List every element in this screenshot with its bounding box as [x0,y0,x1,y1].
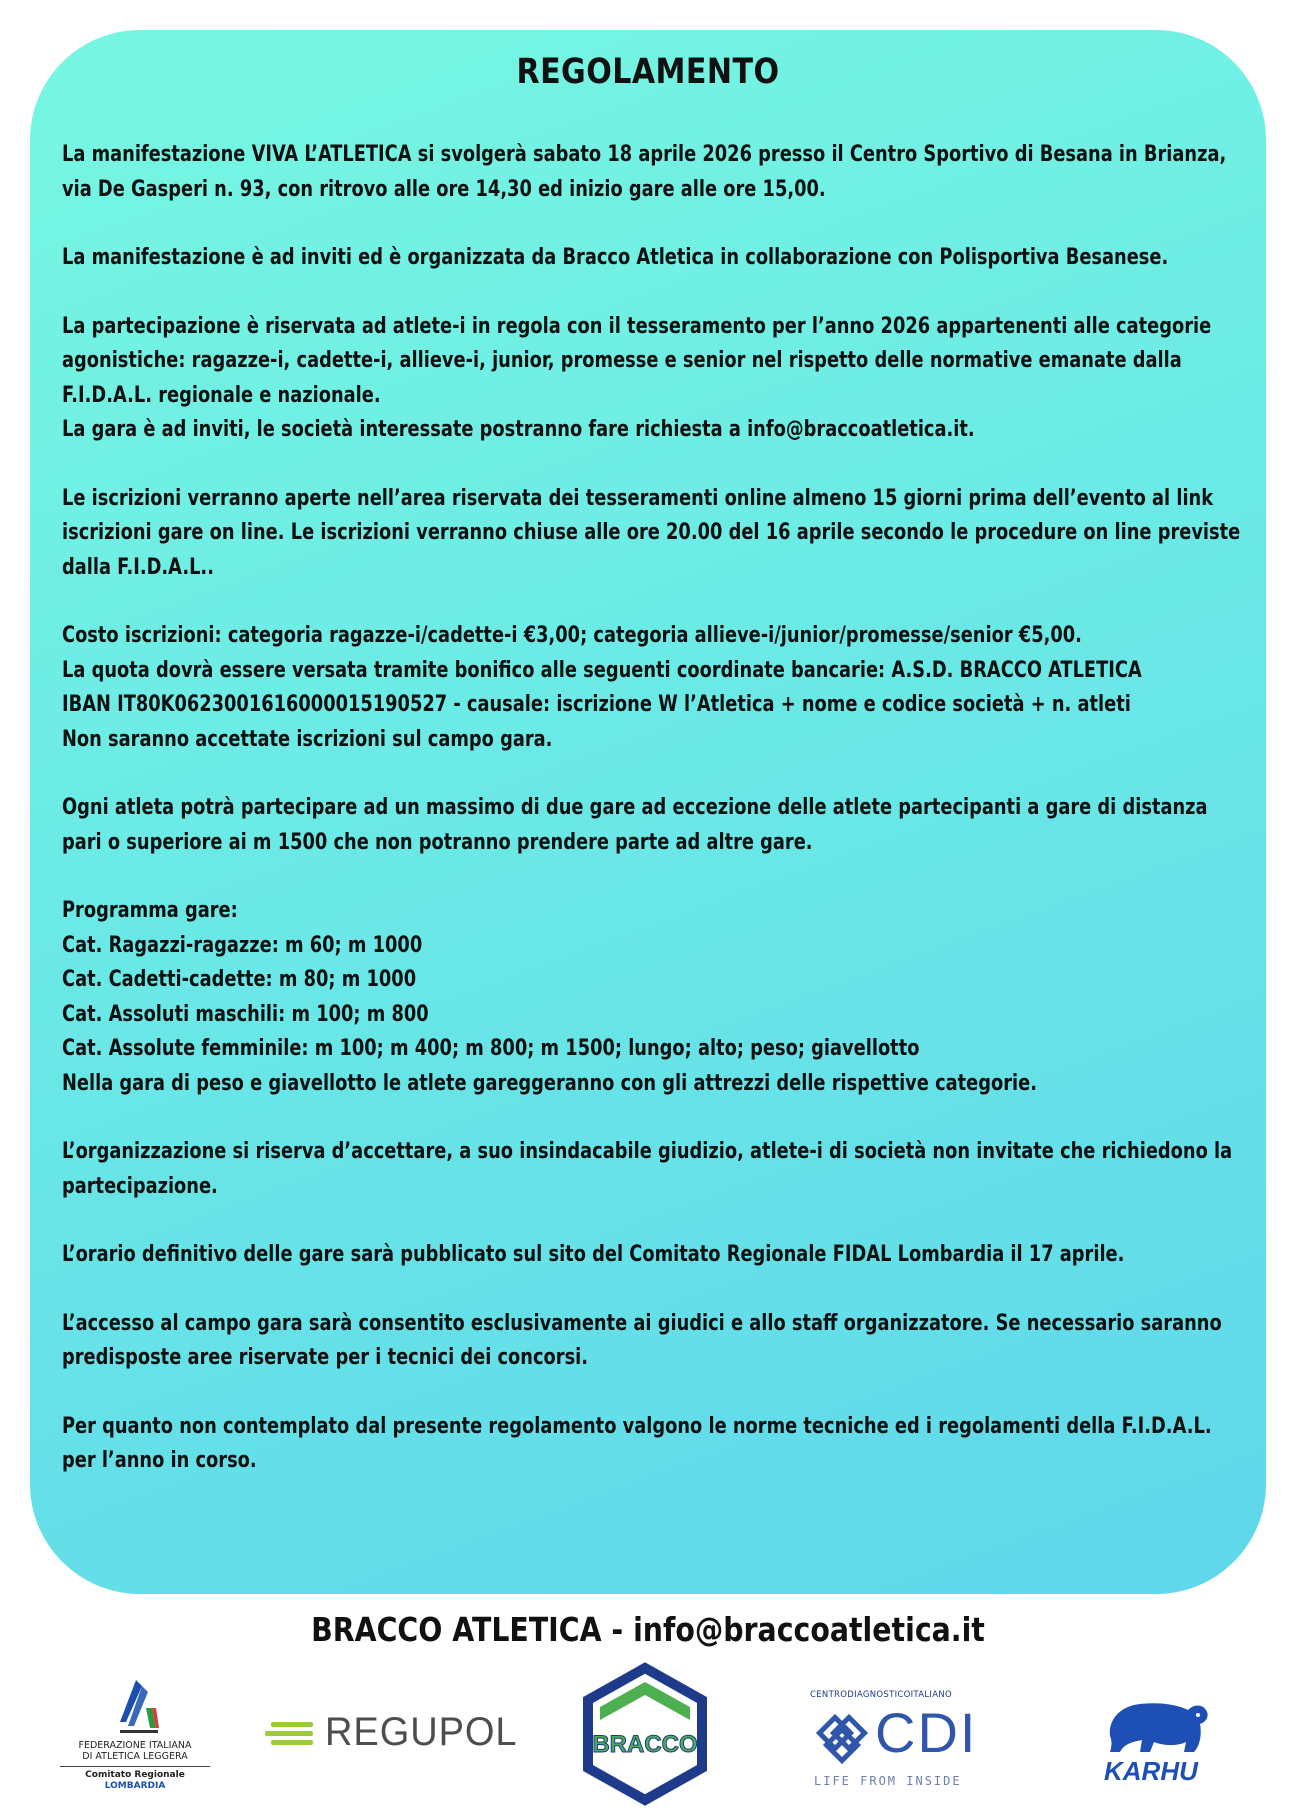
paragraph [62,791,1250,860]
regulation-card [30,30,1266,1594]
paragraph-line: Nella gara di peso e giavellotto le atlete gareggeranno con gli attrezzi delle rispettive categorie. [62,1070,1037,1096]
paragraph-line: Cat. Assolute femminile: m 100; m 400; m 800; m 1500; lungo; alto; peso; giavellotto [62,1036,920,1061]
bear-icon [1102,1690,1212,1760]
paragraph [62,310,1250,448]
paragraph [62,1238,1250,1273]
page-title: REGOLAMENTO [516,52,780,92]
paragraph [62,1410,1250,1479]
paragraph-line: per l’anno in corso. [62,1448,257,1473]
paragraph-line: Ogni atleta potrà partecipare ad un massimo di due gare ad eccezione delle atlete partecipanti a gare di distanza [62,795,1208,820]
paragraph [62,241,1250,276]
paragraph-line: Costo iscrizioni: categoria ragazze-i/cadette-i €3,00; categoria allieve-i/junior/promesse/senior €5,00. [62,623,1082,648]
paragraph-line: Cat. Ragazzi-ragazze: m 60; m 1000 [62,932,423,958]
paragraph-line: Programma gare: [62,898,238,923]
paragraph-line: pari o superiore ai m 1500 che non potranno prendere parte ad altre gare. [62,829,813,855]
paragraph-line: La quota dovrà essere versata tramite bonifico alle seguenti coordinate bancarie: A.S.D. BRACCO ATLETICA [62,657,1142,683]
regupol-logo: REGUPOL [265,1710,500,1760]
fidal-emblem-icon [112,1678,160,1738]
paragraph-line: predisposte aree riservate per i tecnici dei concorsi. [62,1345,589,1370]
paragraph-line: L’accesso al campo gara sarà consentito esclusivamente ai giudici e allo staff organizzatore. Se necessario saranno [62,1310,1222,1336]
paragraph-line: Cat. Cadetti-cadette: m 80; m 1000 [62,967,417,992]
fidal-committee: Comitato Regionale LOMBARDIA [60,1766,210,1792]
paragraph-line: Le iscrizioni verranno aperte nell’area riservata dei tesseramenti online almeno 15 giorni prima dell’evento al link [62,485,1214,511]
paragraph [62,894,1250,1101]
footer-contact: BRACCO ATLETICA - info@braccoatletica.it [311,1610,985,1649]
paragraph-line: iscrizioni gare on line. Le iscrizioni verranno chiuse alle ore 20.00 del 16 aprile secondo le procedure on line previste [62,520,1241,545]
cdi-logo: CENTRODIAGNOSTICOITALIANO CDI LIFE FROM INSIDE [810,1690,978,1788]
regupol-lines-icon [265,1716,321,1756]
paragraph-line: La manifestazione è ad inviti ed è organizzata da Bracco Atletica in collaborazione con Polisportiva Besanese. [62,245,1169,270]
paragraph-line: partecipazione. [62,1173,218,1199]
karhu-logo: KARHU [1100,1690,1220,1790]
fidal-logo [60,1678,200,1798]
paragraph-line: IBAN IT80K0623001616000015190527 - causale: iscrizione W l’Atletica + nome e codice società + n. atleti [62,692,1131,717]
paragraph-line: F.I.D.A.L. regionale e nazionale. [62,382,381,408]
paragraph-line: dalla F.I.D.A.L.. [62,554,214,580]
paragraph [62,138,1250,207]
paragraph [62,1307,1250,1376]
cdi-knot-icon [812,1710,872,1770]
paragraph-line: La partecipazione è riservata ad atlete-i in regola con il tesseramento per l’anno 2026 appartenenti alle categorie [62,313,1212,339]
paragraph-line: La gara è ad inviti, le società interessate postranno fare richiesta a info@braccoatletica.it. [62,417,975,442]
paragraph-line: Per quanto non contemplato dal presente regolamento valgono le norme tecniche ed i regolamenti della F.I.D.A.L. [62,1413,1212,1439]
bracco-logo [570,1660,720,1810]
sponsor-logos [0,1660,1296,1810]
paragraph-line: via De Gasperi n. 93, con ritrovo alle ore 14,30 ed inizio gare alle ore 15,00. [62,176,826,202]
paragraph [62,1135,1250,1204]
paragraph [62,619,1250,757]
paragraph-line: Non saranno accettate iscrizioni sul campo gara. [62,726,553,752]
paragraph-line: La manifestazione VIVA L’ATLETICA si svolgerà sabato 18 aprile 2026 presso il Centro Sportivo di Besana in Brianza, [62,142,1227,167]
paragraph-line: L’orario definitivo delle gare sarà pubblicato sul sito del Comitato Regionale FIDAL Lombardia il 17 aprile. [62,1242,1125,1267]
paragraph-line: L’organizzazione si riserva d’accettare, a suo insindacabile giudizio, atlete-i di società non invitate che richiedono la [62,1139,1233,1164]
bracco-hexagon-icon [570,1660,720,1810]
paragraph-line: Cat. Assoluti maschili: m 100; m 800 [62,1001,429,1027]
regulation-body [62,138,1262,1513]
svg-text:BRACCO: BRACCO [592,1731,698,1758]
paragraph [62,482,1250,586]
fidal-text: FEDERAZIONE ITALIANA DI ATLETICA LEGGERA [78,1740,192,1762]
paragraph-line: agonistiche: ragazze-i, cadette-i, allieve-i, junior, promesse e senior nel rispetto delle normative emanate dalla [62,348,1182,373]
